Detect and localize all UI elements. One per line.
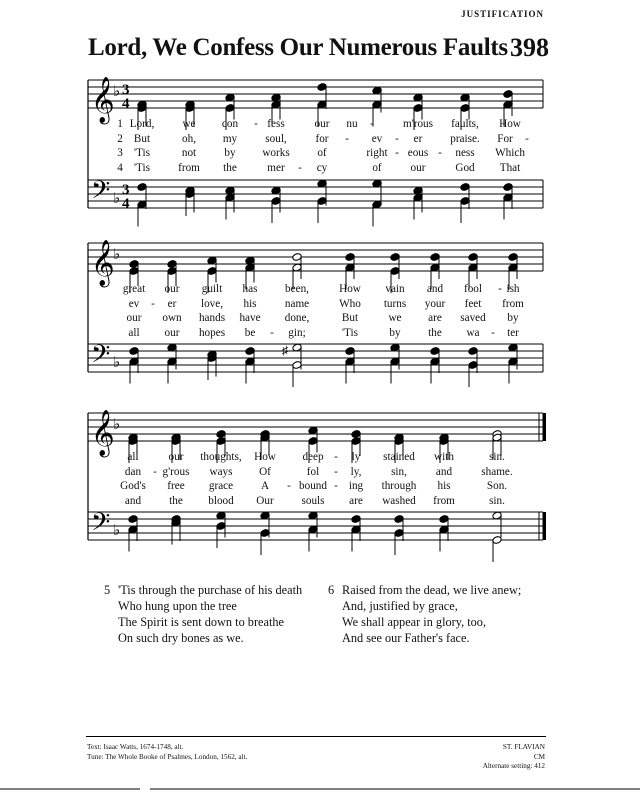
lyric-syllable: soul, bbox=[265, 132, 287, 145]
lyric-syllable: ness bbox=[455, 147, 475, 159]
lyric-syllable: - bbox=[287, 480, 291, 492]
flat-sign-icon: ♭ bbox=[113, 247, 121, 263]
lyric-syllable: by bbox=[389, 326, 401, 339]
final-barline bbox=[543, 413, 546, 441]
lyric-syllable: works bbox=[262, 147, 290, 159]
lyric-syllable: - bbox=[395, 132, 399, 145]
lyric-syllable: vain bbox=[385, 283, 405, 295]
text-credit: Text: Isaac Watts, 1674-1748, alt. bbox=[87, 743, 184, 751]
lyric-syllable: our bbox=[164, 283, 180, 295]
lyric-syllable: great bbox=[122, 283, 146, 295]
lyric-syllable: con bbox=[221, 118, 239, 130]
lyric-syllable: praise. bbox=[450, 132, 480, 145]
lyric-syllable: own bbox=[162, 312, 182, 324]
lyric-syllable: are bbox=[349, 494, 363, 507]
stanza-5 bbox=[104, 582, 303, 646]
lyric-syllable: have bbox=[239, 312, 261, 324]
lyric-syllable: 'Tis bbox=[134, 161, 150, 174]
lyric-syllable: ev bbox=[128, 297, 140, 310]
lyric-syllable: ing bbox=[348, 480, 364, 492]
lyric-syllable: for bbox=[315, 132, 329, 145]
lyric-syllable: - bbox=[525, 132, 529, 145]
treble-clef-icon: 𝄞 bbox=[91, 77, 115, 123]
flat-sign-icon: ♭ bbox=[113, 417, 121, 433]
lyric-syllable: But bbox=[341, 312, 359, 324]
lyric-syllable: we bbox=[182, 118, 196, 130]
lyric-syllable: the bbox=[223, 161, 237, 174]
lyric-syllable: his bbox=[243, 297, 257, 310]
footer-rule bbox=[86, 736, 546, 737]
tune-credit: Tune: The Whole Booke of Psalmes, London, 1562, alt. bbox=[87, 753, 248, 761]
lyric-syllable: - bbox=[151, 297, 155, 310]
lyric-syllable: - bbox=[334, 465, 338, 478]
bass-clef-icon: 𝄢 bbox=[91, 340, 111, 375]
lyric-syllable: wa bbox=[466, 326, 480, 339]
lyric-syllable: our bbox=[410, 161, 426, 174]
lyric-syllable: That bbox=[499, 161, 521, 174]
lyric-syllable: our bbox=[126, 312, 142, 324]
lyric-syllable: - bbox=[395, 147, 399, 159]
lyric-syllable: and bbox=[426, 283, 444, 295]
lyric-syllable: all bbox=[128, 326, 140, 339]
topic-label: JUSTIFICATION bbox=[461, 9, 544, 19]
stanza-line: Who hung upon the tree bbox=[118, 599, 237, 613]
lyric-syllable: done, bbox=[284, 312, 310, 324]
lyric-syllable: fol bbox=[306, 465, 320, 478]
lyric-syllable: - bbox=[153, 465, 157, 478]
lyric-syllable: not bbox=[181, 147, 197, 159]
flat-sign-icon: ♭ bbox=[113, 355, 121, 371]
lyric-syllable: ly bbox=[351, 451, 361, 463]
lyric-syllable: by bbox=[507, 312, 519, 324]
stanza-line: On such dry bones as we. bbox=[118, 631, 244, 645]
stanza-line: We shall appear in glory, too, bbox=[342, 615, 487, 629]
lyric-syllable: m'rous bbox=[403, 118, 433, 130]
lyric-syllable: feet bbox=[464, 297, 482, 310]
lyric-syllable: oh, bbox=[182, 132, 196, 145]
lyric-syllable: - bbox=[498, 283, 502, 295]
lyric-syllable: - bbox=[334, 451, 338, 463]
lyric-syllable: of bbox=[317, 147, 327, 159]
hymn-number: 398 bbox=[510, 33, 549, 62]
lyric-syllable: ish bbox=[506, 283, 520, 295]
lyric-syllable: are bbox=[428, 312, 442, 324]
lyric-syllable: 'Tis bbox=[342, 326, 358, 339]
lyric-syllable: - bbox=[270, 326, 274, 339]
flat-sign-icon: ♭ bbox=[113, 84, 121, 100]
lyric-syllable: be bbox=[244, 326, 256, 339]
lyric-syllable: Which bbox=[495, 147, 525, 159]
lyric-syllable: eous bbox=[407, 147, 429, 159]
hymn-title: Lord, We Confess Our Numerous Faults bbox=[88, 34, 508, 61]
lyric-syllable: the bbox=[428, 326, 442, 339]
lyric-syllable: - bbox=[491, 326, 495, 339]
lyric-syllable: all bbox=[127, 451, 139, 463]
lyric-syllable: - bbox=[254, 118, 258, 130]
lyric-syllable: souls bbox=[301, 494, 325, 507]
lyric-syllable: ev bbox=[371, 132, 383, 145]
lyric-syllable: our bbox=[314, 118, 330, 130]
lyric-syllable: turns bbox=[383, 297, 407, 310]
lyric-syllable: fess bbox=[267, 118, 285, 130]
verse-number: 1 bbox=[117, 118, 123, 130]
stanza-number: 6 bbox=[328, 583, 335, 597]
lyric-syllable: saved bbox=[460, 312, 486, 324]
lyric-syllable: with bbox=[434, 451, 454, 463]
lyric-syllable: gin; bbox=[288, 326, 306, 339]
time-signature: 3 bbox=[122, 82, 130, 98]
lyric-syllable: ways bbox=[209, 465, 233, 478]
lyric-syllable: been, bbox=[285, 283, 309, 295]
lyric-syllable: cy bbox=[316, 161, 328, 174]
alternate-setting: Alternate setting: 412 bbox=[482, 762, 545, 770]
tune-info bbox=[503, 742, 545, 762]
lyric-syllable: - bbox=[298, 161, 302, 174]
lyric-syllable: has bbox=[242, 283, 258, 295]
lyric-syllable: dan bbox=[124, 465, 142, 478]
stanza-line: Raised from the dead, we live anew; bbox=[342, 583, 522, 597]
lyric-syllable: guilt bbox=[201, 283, 223, 295]
lyric-syllable: - bbox=[438, 147, 442, 159]
credits bbox=[87, 742, 247, 762]
stanza-6 bbox=[328, 582, 522, 646]
lyric-syllable: through bbox=[381, 480, 417, 492]
lyric-syllable: - bbox=[345, 132, 349, 145]
lyric-syllable: But bbox=[133, 132, 151, 145]
lyric-syllable: How bbox=[499, 118, 521, 130]
lyric-syllable: How bbox=[254, 451, 276, 463]
lyric-syllable: A bbox=[260, 480, 270, 492]
lyric-syllable: - bbox=[370, 118, 374, 130]
lyric-syllable: hopes bbox=[198, 326, 226, 339]
lyric-syllable: Son. bbox=[486, 480, 508, 492]
lyric-syllable: mer bbox=[267, 161, 285, 174]
lyric-syllable: thoughts, bbox=[200, 451, 242, 463]
tune-name: ST. FLAVIAN bbox=[502, 743, 545, 751]
meter: CM bbox=[533, 753, 545, 761]
lyric-syllable: bound bbox=[299, 480, 327, 492]
lyric-syllable: er bbox=[413, 132, 423, 145]
lyric-syllable: shame. bbox=[481, 465, 513, 478]
lyric-syllable: Our bbox=[256, 494, 274, 507]
lyric-syllable: washed bbox=[382, 494, 416, 507]
treble-clef-icon: 𝄞 bbox=[91, 410, 115, 456]
lyric-syllable: the bbox=[169, 494, 183, 507]
lyric-syllable: our bbox=[168, 451, 184, 463]
bass-clef-icon: 𝄢 bbox=[91, 508, 111, 543]
lyric-syllable: God's bbox=[120, 480, 146, 492]
flat-sign-icon: ♭ bbox=[113, 523, 121, 539]
final-barline bbox=[543, 512, 546, 540]
treble-clef-icon: 𝄞 bbox=[91, 240, 115, 286]
lyric-syllable: ly, bbox=[350, 465, 362, 478]
lyric-syllable: of bbox=[372, 161, 382, 174]
page-bottom-rule bbox=[0, 788, 640, 790]
lyric-syllable: his bbox=[437, 480, 451, 492]
time-signature: 4 bbox=[122, 96, 130, 112]
stanza-line: The Spirit is sent down to breathe bbox=[118, 615, 284, 629]
lyric-syllable: right bbox=[366, 147, 388, 159]
lyric-syllable: ter bbox=[507, 326, 519, 339]
lyric-syllable: sin. bbox=[489, 494, 505, 507]
lyric-syllable: by bbox=[224, 147, 236, 159]
flat-sign-icon: ♭ bbox=[113, 191, 121, 207]
lyric-syllable: from bbox=[178, 161, 200, 174]
stanza-line: 'Tis through the purchase of his death bbox=[118, 583, 303, 597]
time-signature: 4 bbox=[122, 196, 130, 212]
lyric-syllable: sin, bbox=[391, 465, 407, 478]
lyric-syllable: Who bbox=[339, 297, 361, 310]
lyric-syllable: faults, bbox=[451, 118, 479, 130]
lyric-syllable: from bbox=[502, 297, 524, 310]
lyric-syllable: our bbox=[164, 326, 180, 339]
verse-number: 3 bbox=[117, 147, 123, 159]
stanza-line: And see our Father's face. bbox=[342, 631, 470, 645]
lyric-syllable: stained bbox=[383, 451, 415, 463]
time-signature: 3 bbox=[122, 182, 130, 198]
lyric-syllable: grace bbox=[208, 480, 234, 492]
lyric-syllable: Of bbox=[259, 465, 271, 478]
lyric-syllable: and bbox=[435, 465, 453, 478]
lyric-syllable: g'rous bbox=[162, 465, 190, 478]
lyric-syllable: name bbox=[284, 297, 310, 310]
lyric-syllable: er bbox=[167, 297, 177, 310]
verse-number: 4 bbox=[117, 161, 123, 174]
lyric-syllable: love, bbox=[200, 297, 224, 310]
lyric-syllable: How bbox=[339, 283, 361, 295]
sharp-sign-icon: ♯ bbox=[282, 343, 288, 358]
lyric-syllable: God bbox=[455, 161, 475, 174]
stanza-line: And, justified by grace, bbox=[342, 599, 458, 613]
lyric-syllable: we bbox=[388, 312, 402, 324]
lyric-syllable: For bbox=[497, 132, 513, 145]
lyric-syllable: Lord, bbox=[129, 118, 155, 130]
lyric-syllable: nu bbox=[346, 118, 358, 130]
lyric-syllable: sin. bbox=[489, 451, 505, 463]
lyric-syllable: hands bbox=[198, 312, 226, 324]
lyric-syllable: 'Tis bbox=[134, 147, 150, 159]
lyric-syllable: your bbox=[424, 297, 446, 310]
lyric-syllable: and bbox=[124, 494, 142, 507]
lyric-syllable: - bbox=[334, 480, 338, 492]
bass-clef-icon: 𝄢 bbox=[91, 176, 111, 211]
lyric-syllable: free bbox=[167, 480, 185, 492]
lyric-syllable: my bbox=[222, 132, 238, 145]
lyric-syllable: blood bbox=[208, 494, 234, 507]
stanza-number: 5 bbox=[104, 583, 111, 597]
lyric-syllable: deep bbox=[302, 451, 324, 463]
lyric-syllable: from bbox=[433, 494, 455, 507]
verse-number: 2 bbox=[117, 132, 123, 145]
lyric-syllable: fool bbox=[463, 283, 483, 295]
